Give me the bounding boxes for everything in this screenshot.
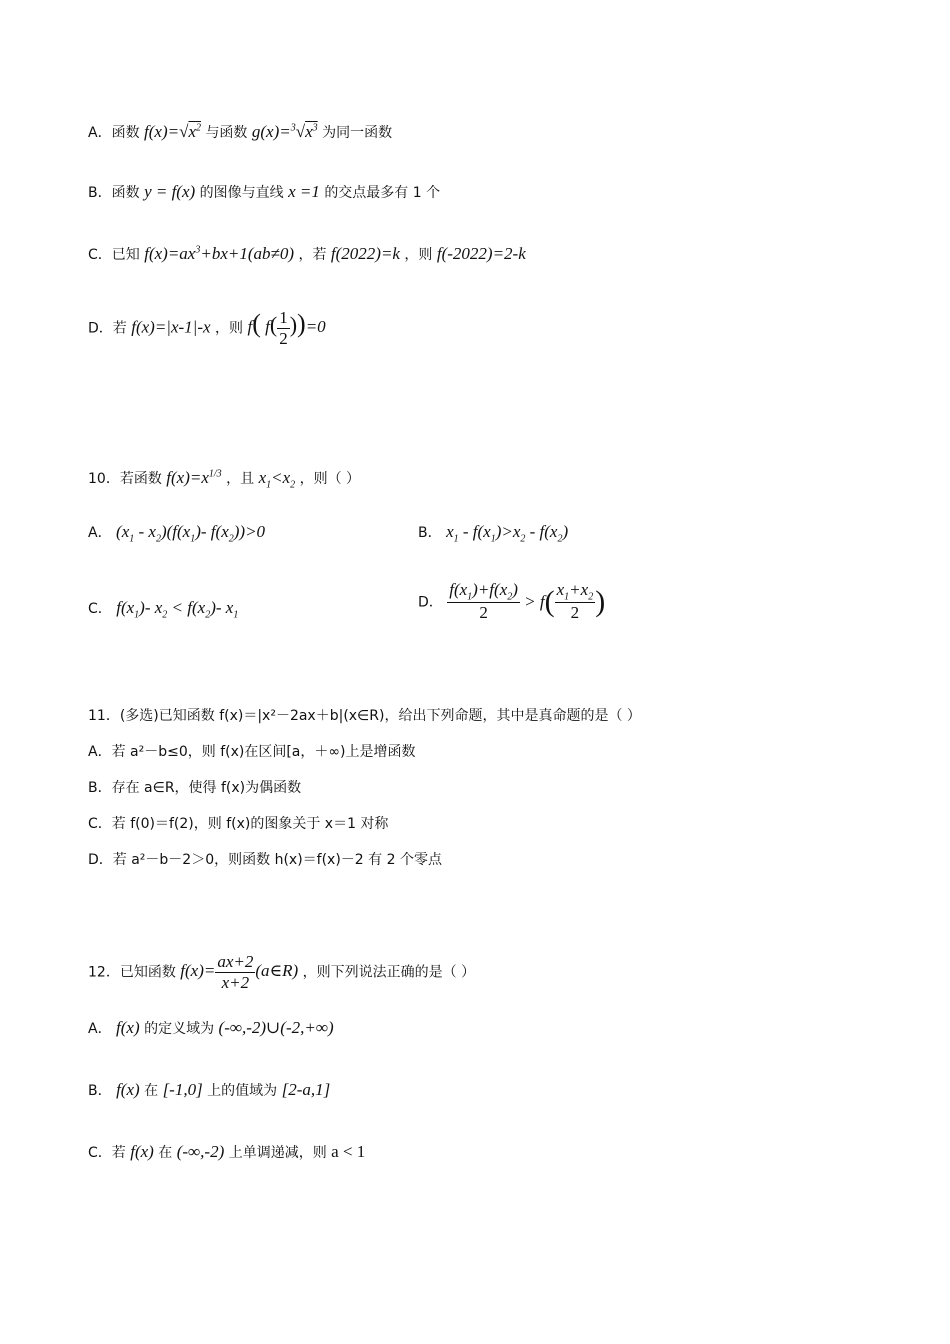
q10-option-b — [418, 522, 568, 544]
q10-stem-text2: ，且 — [226, 471, 255, 487]
q12-option-c — [88, 1142, 365, 1162]
q9-d-text2: ，则 — [215, 320, 244, 337]
q12-c-expr1: f(x) — [130, 1142, 154, 1161]
q10-stem-expr2: $x_1<x_2$ — [258, 468, 296, 491]
q12-b-expr1: f(x) — [116, 1080, 140, 1099]
q10-c-expr: $f(x_1)-$ $x_2 < f(x_2)-$ $x_1$ — [116, 598, 239, 621]
q9-b-expr2: x =1 — [288, 182, 320, 201]
q9-c-text: C．已知 — [88, 247, 140, 263]
q12-c-text: 在 — [158, 1145, 173, 1161]
q9-a-expr2: $g(x)=^3√x^3$ — [251, 122, 318, 141]
q11-option-d: D．若 a²－b－2＞0，则函数 h(x)＝f(x)－2 有 2 个零点 — [88, 852, 442, 868]
q9-option-c — [88, 244, 526, 264]
q9-option-d — [88, 308, 326, 349]
q12-c-expr2: (-∞,-2) — [176, 1142, 225, 1161]
q10-c-label: C． — [88, 601, 112, 617]
q12-b-expr3: [2-a,1] — [281, 1080, 331, 1099]
q11-option-b: B．存在 a∈R，使得 f(x)为偶函数 — [88, 780, 302, 796]
q10-option-c — [88, 598, 238, 620]
q12-b-text: 在 — [144, 1083, 159, 1099]
q12-stem — [88, 952, 475, 993]
q12-a-text: 的定义域为 — [144, 1021, 215, 1037]
q9-a-text2: 与函数 — [205, 125, 248, 141]
q10-option-a — [88, 522, 265, 544]
q12-stem-text2: ，则下列说法正确的是（ ） — [302, 964, 476, 981]
q10-a-label: A． — [88, 525, 112, 541]
q9-c-expr3: f(-2022)=2-k — [436, 244, 526, 263]
q9-option-a — [88, 122, 392, 142]
q10-stem-expr1: $f(x)=x^{1/3}$ — [166, 468, 222, 487]
q9-c-expr2: f(2022)=k — [330, 244, 400, 263]
q10-a-expr: $(x_1 - x_2)(f(x_1)-$ $f(x_2))>0$ — [116, 522, 266, 545]
q10-b-label: B． — [418, 525, 442, 541]
q12-option-b — [88, 1080, 330, 1100]
q9-option-b — [88, 182, 440, 202]
q10-b-expr: $x_1 - f(x_1)>x_2 - f(x_2)$ — [446, 522, 569, 545]
q12-c-text2: 上单调递减，则 — [228, 1145, 327, 1161]
q12-b-text2: 上的值域为 — [207, 1083, 278, 1099]
q10-option-d — [418, 580, 605, 623]
q9-c-text3: ，则 — [404, 247, 433, 263]
q9-c-text2: ，若 — [298, 247, 327, 263]
q10-stem — [88, 468, 360, 490]
q12-c-label: C．若 — [88, 1145, 126, 1161]
q9-b-text2: 的图像与直线 — [199, 185, 284, 201]
q9-c-expr1: $f(x)=ax^3+bx+1(ab\ne 0)$ — [144, 244, 294, 263]
q12-stem-text: 12．已知函数 — [88, 964, 176, 981]
q12-a-label: A． — [88, 1021, 112, 1037]
q12-a-expr1: f(x) — [116, 1018, 140, 1037]
q9-a-text: A．函数 — [88, 125, 140, 141]
q10-stem-text: 10．若函数 — [88, 471, 162, 487]
q11-option-c: C．若 f(0)＝f(2)，则 f(x)的图象关于 x＝1 对称 — [88, 816, 389, 832]
q9-b-text: B．函数 — [88, 185, 140, 201]
q12-c-expr3: a < 1 — [331, 1142, 366, 1161]
q12-stem-expr: f(x)= $\frac{ax+2}{x+2}$ (a∈R) — [180, 952, 299, 992]
q12-b-expr2: [-1,0] — [162, 1080, 203, 1099]
q12-option-a — [88, 1018, 334, 1038]
q9-a-expr1: $f(x)=√x^2$ — [144, 122, 201, 141]
q12-a-expr2: (-∞,-2)∪(-2,+∞) — [218, 1018, 334, 1037]
q10-d-label: D． — [418, 594, 443, 611]
q11-stem: 11．(多选)已知函数 f(x)＝|x²－2ax＋b|(x∈R)，给出下列命题，其中是真命题的是（ ） — [88, 708, 641, 724]
q11-option-a: A．若 a²－b≤0，则 f(x)在区间[a，＋∞)上是增函数 — [88, 744, 416, 760]
q9-a-text3: 为同一函数 — [322, 125, 393, 141]
q10-stem-text3: ，则（ ） — [299, 471, 361, 487]
q12-b-label: B． — [88, 1083, 112, 1099]
q9-d-expr1: f(x)=|x-1|-x — [131, 317, 211, 337]
q9-d-expr2: f( f( $\frac{1}{2}$ ))=0 — [247, 308, 326, 348]
q9-d-text: D．若 — [88, 320, 127, 337]
q10-d-expr: $\frac{f(x_1)+f(x_2)}{2}$ > f( $\frac{x_1+x_2}{2}$ ) — [449, 580, 606, 623]
q9-b-text3: 的交点最多有 1 个 — [324, 185, 441, 201]
q9-b-expr1: y = f(x) — [144, 182, 196, 201]
